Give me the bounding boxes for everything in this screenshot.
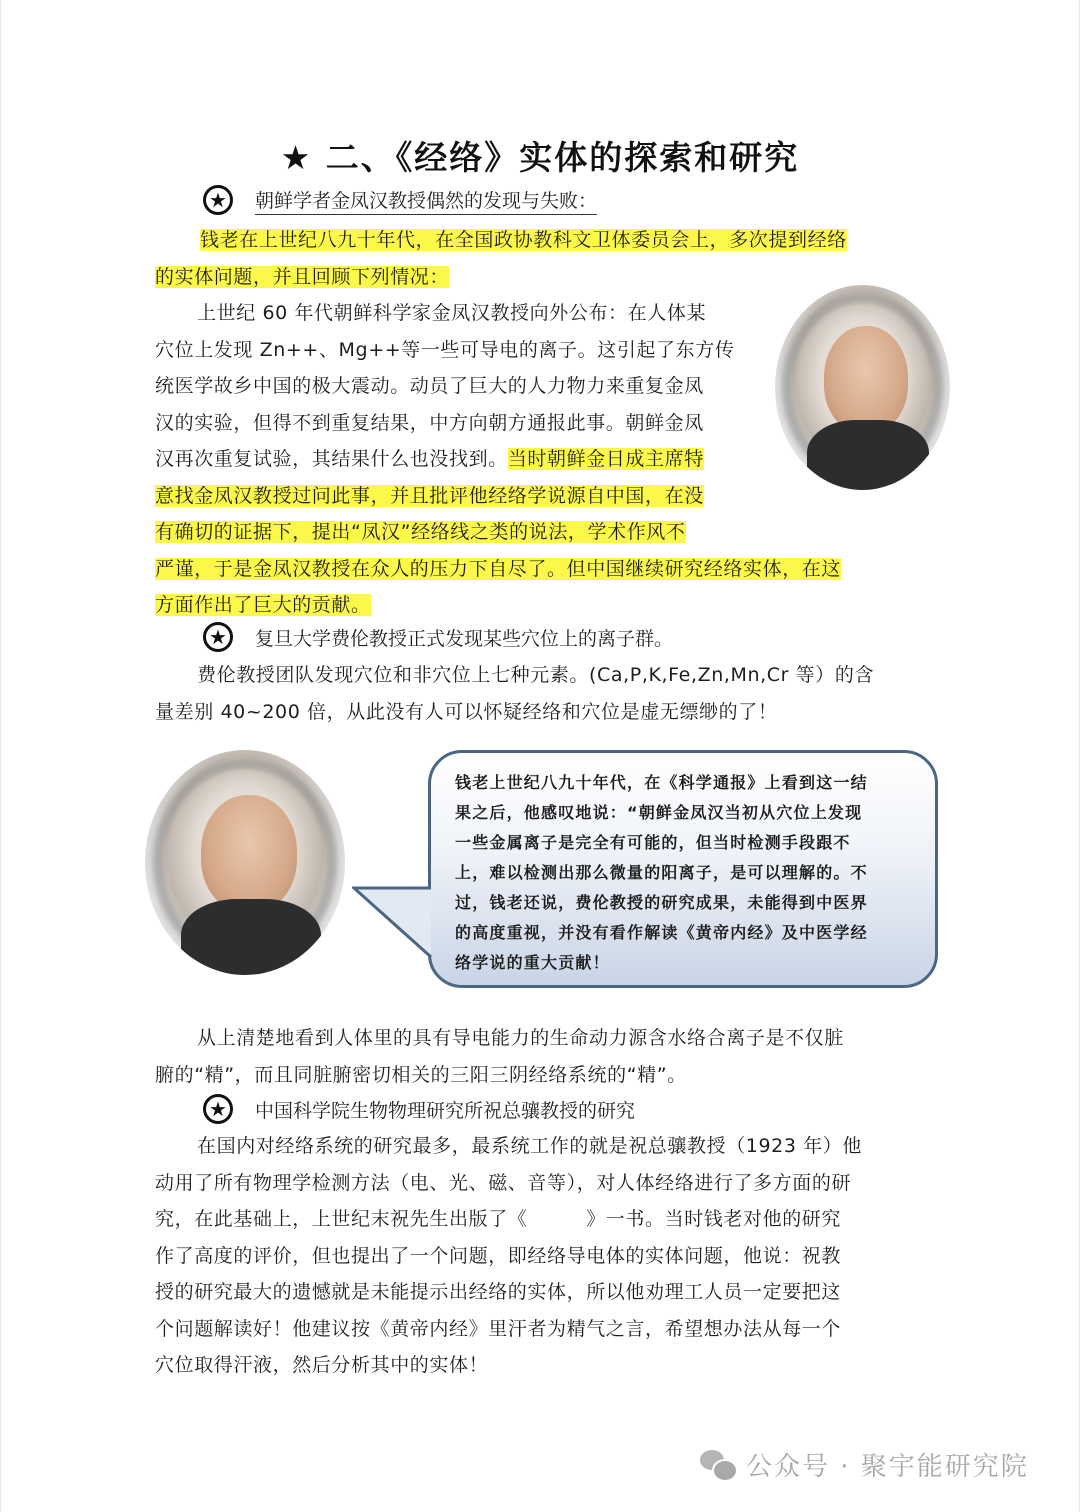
text-line: 量差别 40~200 倍，从此没有人可以怀疑经络和穴位是虚无缥缈的了！ <box>155 700 778 723</box>
highlighted-text: 方面作出了巨大的贡献。 <box>155 594 371 616</box>
text-line: 腑的“精”，而且同脏腑密切相关的三阳三阴经络系统的“精”。 <box>155 1063 687 1086</box>
fei-paragraph <box>155 657 935 730</box>
wechat-icon <box>700 1450 736 1480</box>
speech-bubble-tail <box>352 885 432 965</box>
highlighted-text: 当时朝鲜金日成主席特 <box>507 448 704 470</box>
quote-line: 果之后，他感叹地说：“朝鲜金凤汉当初从穴位上发现 <box>455 803 863 822</box>
quote-line: 钱老上世纪八九十年代，在《科学通报》上看到这一结 <box>455 773 868 792</box>
text-line: 汉再次重复试验，其结果什么也没找到。 <box>155 448 508 470</box>
star-circle-icon: ★ <box>203 185 233 215</box>
text-line: 授的研究最大的遗憾就是未能提示出经络的实体，所以他劝理工人员一定要把这 <box>155 1281 842 1303</box>
highlighted-text: 有确切的证据下，提出“凤汉”经络线之类的说法，学术作风不 <box>155 521 686 543</box>
section-heading-fei <box>203 622 673 652</box>
section-heading-zhu <box>203 1094 635 1124</box>
text-line: 动用了所有物理学检测方法（电、光、磁、音等），对人体经络进行了多方面的研 <box>155 1171 852 1194</box>
text-line: 穴位取得汗液，然后分析其中的实体！ <box>155 1354 489 1376</box>
star-circle-icon: ★ <box>203 1094 233 1124</box>
text-line: 个问题解读好！他建议按《黄帝内经》里汗者为精气之言，希望想办法从每一个 <box>155 1317 842 1340</box>
text-line: 作了高度的评价，但也提出了一个问题，即经络导电体的实体问题，他说：祝教 <box>155 1244 842 1267</box>
kim-paragraph <box>155 295 842 624</box>
text-line: 费伦教授团队发现穴位和非穴位上七种元素。(Ca,P,K,Fe,Zn,Mn,Cr 等）的含 <box>197 664 875 686</box>
section-heading-text: 朝鲜学者金凤汉教授偶然的发现与失败： <box>255 186 597 215</box>
section-heading-kim <box>203 185 597 215</box>
watermark-text: 公众号 · 聚宇能研究院 <box>746 1452 1029 1482</box>
quote-line: 络学说的重大贡献！ <box>455 953 610 972</box>
star-circle-icon: ★ <box>203 622 233 652</box>
zhu-paragraph <box>155 1128 935 1384</box>
portrait-photo-top <box>775 285 950 490</box>
quote-line: 的高度重视，并没有看作解读《黄帝内经》及中医学经 <box>455 923 868 942</box>
page-title: ★ 二、《经络》实体的探索和研究 <box>280 138 800 177</box>
text-line: 汉的实验，但得不到重复结果，中方向朝方通报此事。朝鲜金凤 <box>155 411 704 434</box>
conclusion-paragraph <box>155 1020 935 1093</box>
text-line: 穴位上发现 Zn++、Mg++等一些可导电的离子。这引起了东方传 <box>155 338 735 361</box>
highlighted-text: 的实体问题，并且回顾下列情况： <box>155 265 450 288</box>
text-line: 从上清楚地看到人体里的具有导电能力的生命动力源含水络合离子是不仅脏 <box>197 1027 844 1049</box>
text-line: 统医学故乡中国的极大震动。动员了巨大的人力物力来重复金凤 <box>155 375 704 397</box>
portrait-photo-bottom <box>145 750 345 975</box>
highlighted-text: 严谨，于是金凤汉教授在众人的压力下自尽了。但中国继续研究经络实体，在这 <box>155 557 842 580</box>
quote-line: 一些金属离子是完全有可能的，但当时检测手段跟不 <box>455 833 851 852</box>
text-line: 在国内对经络系统的研究最多，最系统工作的就是祝总骧教授（1923 年）他 <box>197 1135 862 1157</box>
wechat-watermark <box>700 1446 1029 1483</box>
text-line: 究，在此基础上，上世纪末祝先生出版了《 》一书。当时钱老对他的研究 <box>155 1208 842 1230</box>
intro-paragraph <box>155 222 925 295</box>
quote-line: 过，钱老还说，费伦教授的研究成果，未能得到中医界 <box>455 893 868 912</box>
highlighted-text: 意找金凤汉教授过问此事，并且批评他经络学说源自中国，在没 <box>155 484 704 507</box>
speech-bubble-text <box>455 768 925 978</box>
highlighted-text: 钱老在上世纪八九十年代，在全国政协教科文卫体委员会上，多次提到经络 <box>200 229 847 251</box>
quote-line: 上，难以检测出那么微量的阳离子，是可以理解的。不 <box>455 863 868 882</box>
text-line: 上世纪 60 年代朝鲜科学家金凤汉教授向外公布：在人体某 <box>197 302 707 324</box>
section-heading-text: 中国科学院生物物理研究所祝总骧教授的研究 <box>255 1099 636 1122</box>
section-heading-text: 复旦大学费伦教授正式发现某些穴位上的离子群。 <box>255 627 674 650</box>
